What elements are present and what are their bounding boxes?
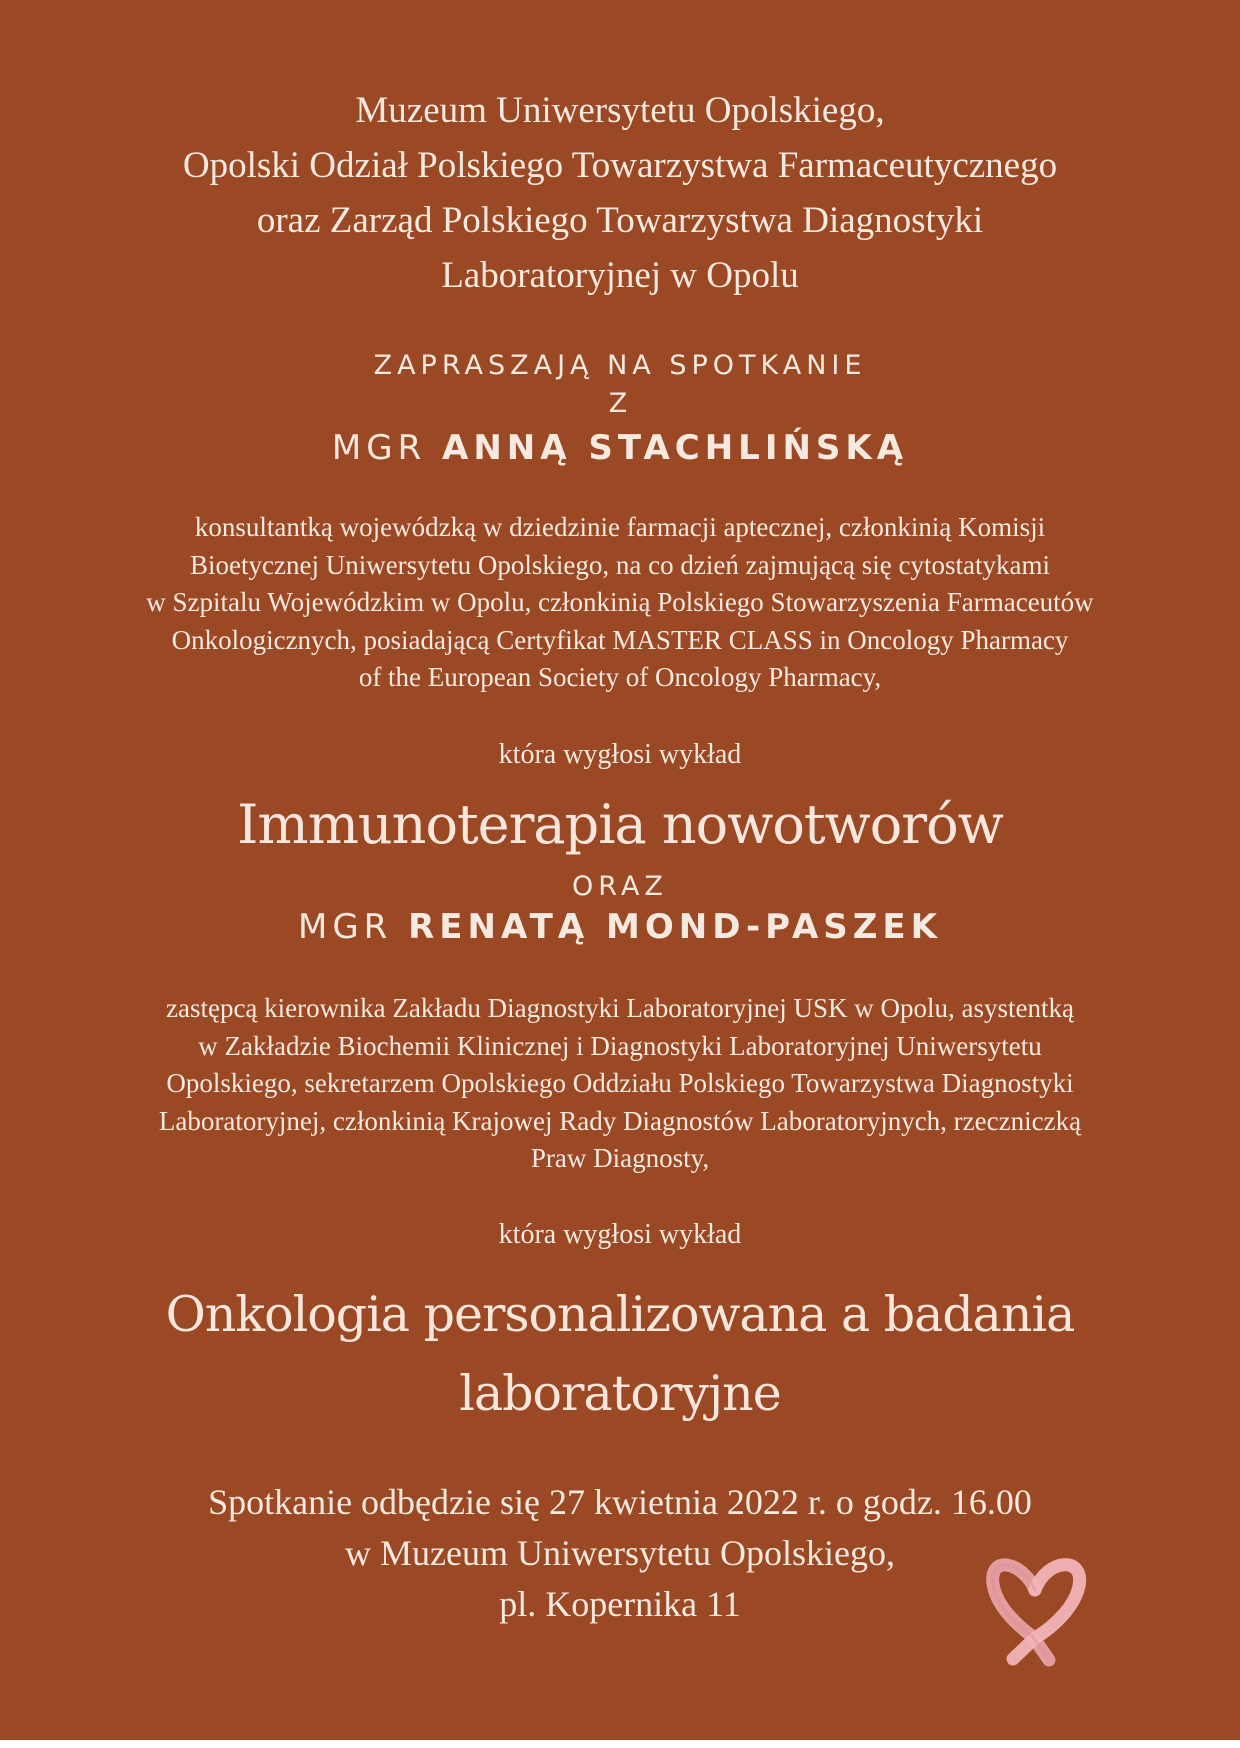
pink-heart-ribbon-icon <box>983 1542 1091 1667</box>
bio-line: konsultantką wojewódzką w dziedzinie farmacji aptecznej, członkinią Komisji <box>194 512 1046 542</box>
speaker1-name <box>0 428 1240 468</box>
bio-line: w Szpitalu Wojewódzkim w Opolu, członkinią Polskiego Stowarzyszenia Farmaceutów <box>146 587 1094 617</box>
speaker2-fullname: RENATĄ MOND-PASZEK <box>408 907 942 947</box>
speaker1-fullname: ANNĄ STACHLIŃSKĄ <box>442 428 909 468</box>
lecture1-title: Immunoterapia nowotworów <box>237 793 1003 856</box>
bio-line: of the European Society of Oncology Pharmacy, <box>358 662 882 692</box>
speaker1-bio <box>0 509 1240 697</box>
bio-line: zastępcą kierownika Zakładu Diagnostyki Laboratoryjnej USK w Opolu, asystentką <box>165 993 1074 1023</box>
lecture2-title-line: laboratoryjne <box>459 1365 781 1422</box>
meeting-info-line: Spotkanie odbędzie się 27 kwietnia 2022 r. o godz. 16.00 <box>208 1482 1032 1522</box>
meeting-info-line: w Muzeum Uniwersytetu Opolskiego, <box>345 1533 895 1573</box>
lecture2-title-line: Onkologia personalizowana a badania <box>165 1286 1075 1343</box>
speaker1-lead: która wygłosi wykład <box>498 739 742 770</box>
bio-line: Opolskiego, sekretarzem Opolskiego Oddziału Polskiego Towarzystwa Diagnostyki <box>166 1068 1074 1098</box>
invitation-heading: ZAPRASZAJĄ NA SPOTKANIE <box>373 350 867 381</box>
conjunction-z: Z <box>608 388 632 419</box>
bio-line: Bioetycznej Uniwersytetu Opolskiego, na co dzień zajmującą się cytostatykami <box>190 549 1050 580</box>
speaker2-bio <box>0 990 1240 1178</box>
organizer-line: oraz Zarząd Polskiego Towarzystwa Diagnostyki <box>256 200 984 241</box>
lecture2-title <box>0 1275 1240 1433</box>
conjunction-oraz: ORAZ <box>572 871 668 902</box>
organizer-line: Laboratoryjnej w Opolu <box>441 255 799 296</box>
bio-line: Praw Diagnosty, <box>530 1143 710 1173</box>
meeting-info-line: pl. Kopernika 11 <box>499 1584 741 1624</box>
bio-line: Laboratoryjnej, członkinią Krajowej Rady Diagnostów Laboratoryjnych, rzeczniczką <box>158 1105 1082 1136</box>
speaker2-name <box>0 907 1240 947</box>
organizers-block <box>0 83 1240 303</box>
speaker2-prefix: MGR <box>298 907 393 947</box>
organizer-line: Opolski Odział Polskiego Towarzystwa Farmaceutycznego <box>182 145 1058 186</box>
organizer-line: Muzeum Uniwersytetu Opolskiego, <box>355 90 885 131</box>
speaker1-prefix: MGR <box>331 428 427 468</box>
bio-line: w Zakładzie Biochemii Klinicznej i Diagnostyki Laboratoryjnej Uniwersytetu <box>198 1030 1042 1061</box>
speaker2-lead: która wygłosi wykład <box>498 1219 742 1250</box>
bio-line: Onkologicznych, posiadającą Certyfikat MASTER CLASS in Oncology Pharmacy <box>171 624 1069 655</box>
